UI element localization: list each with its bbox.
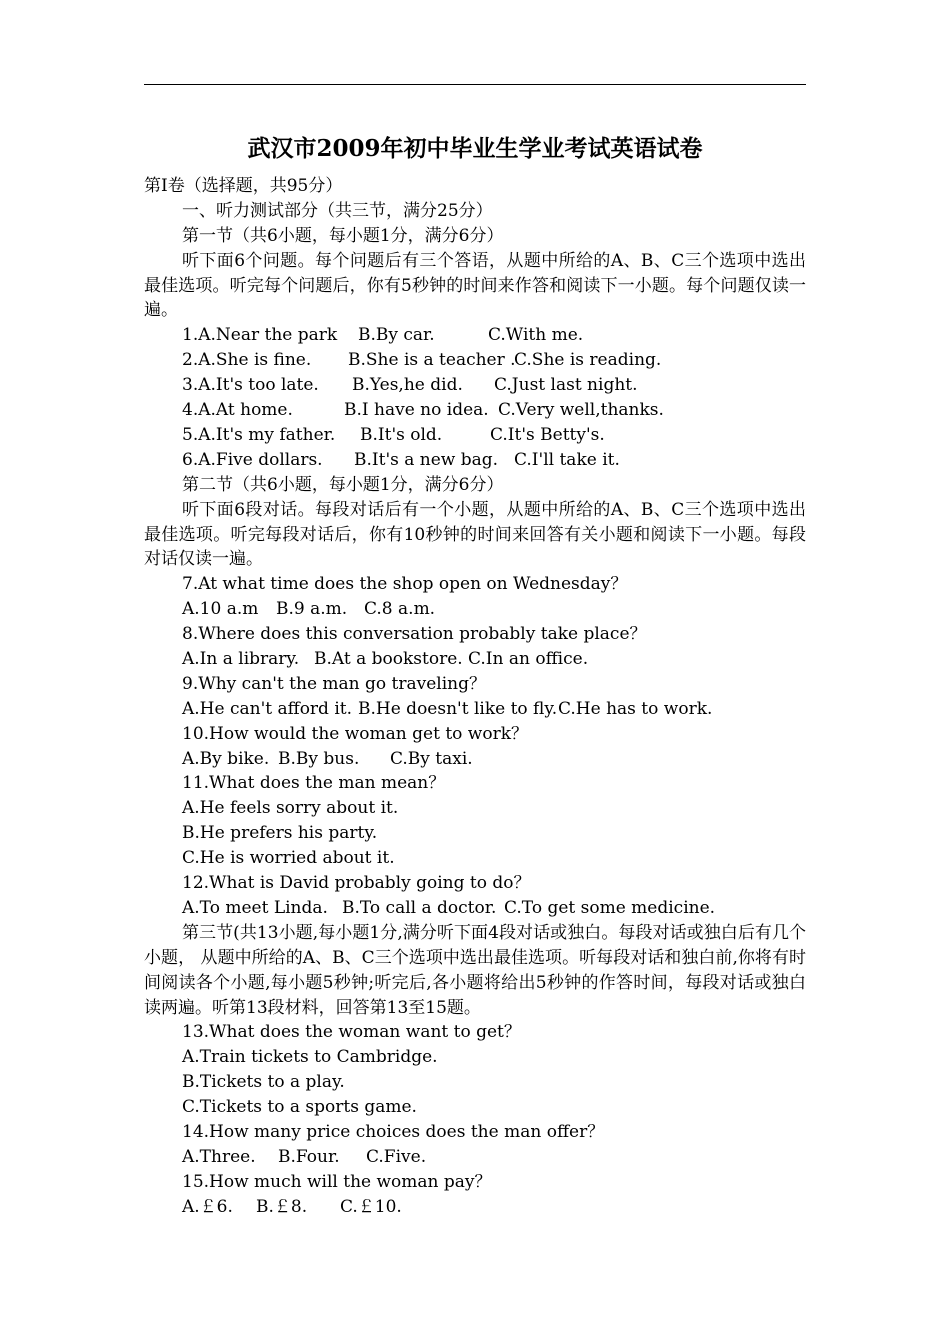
option-c: C.I'll take it. [514, 449, 620, 470]
section2-instructions: 听下面6段对话。每段对话后有一个小题，从题中所给的A、B、C三个选项中选出最佳选项。听完每段对话后，你有10秒钟的时间来回答有关小题和阅读下一小题。每段对话仅读一遍。 [144, 499, 806, 570]
option-a: 3.A.It's too late. [182, 375, 319, 396]
option-c: C.It's Betty's. [490, 424, 605, 445]
question-row [144, 373, 806, 398]
option-a: 4.A.At home. [182, 400, 293, 421]
options-row [144, 647, 806, 672]
option-a: A.He can't afford it. [182, 698, 353, 719]
option-c: C.Very well,thanks. [498, 400, 664, 421]
question-row [144, 398, 806, 423]
question-text: 9.Why can't the man go traveling？ [182, 673, 486, 694]
options-row [144, 697, 806, 722]
question-text: 8.Where does this conversation probably take place？ [182, 624, 647, 645]
option-a: A.To meet Linda. [182, 897, 328, 918]
question-text: 11.What does the man mean？ [182, 773, 446, 794]
section1-instructions: 听下面6个问题。每个问题后有三个答语，从题中所给的A、B、C三个选项中选出最佳选项。听完每个问题后，你有5秒钟的时间来作答和阅读下一小题。每个问题仅读一遍。 [144, 250, 806, 321]
question-row [144, 448, 806, 473]
option-c: C.To get some medicine. [504, 897, 716, 918]
option-a: 5.A.It's my father. [182, 424, 336, 445]
option-b: B.By bus. [278, 748, 360, 769]
option-a: A.By bike. [182, 748, 270, 769]
option-c: C.He is worried about it. [182, 848, 395, 869]
option-a: A.Three. [182, 1146, 256, 1167]
question-text: 10.How would the woman get to work？ [182, 723, 529, 744]
option-c: C.Tickets to a sports game. [182, 1097, 417, 1118]
volume-heading: 第Ⅰ卷（选择题，共95分） [144, 176, 343, 196]
part-heading: 一、听力测试部分（共三节，满分25分） [182, 200, 493, 221]
question-text: 12.What is David probably going to do？ [182, 873, 531, 894]
option-c: C.8 a.m. [364, 599, 436, 620]
option-c: C.￡10. [340, 1196, 402, 1217]
option-b: B.Tickets to a play. [182, 1072, 345, 1093]
option-c: C.He has to work. [558, 698, 713, 719]
option-a: A.In a library. [182, 649, 300, 670]
page-title: 武汉市2009年初中毕业生学业考试英语试卷 [247, 135, 703, 162]
option-c: C.Five. [366, 1146, 427, 1167]
option-b: B.To call a doctor. [342, 897, 497, 918]
option-b: B.Yes,he did. [352, 375, 463, 396]
option-c: C.In an office. [468, 649, 589, 670]
section2-heading: 第二节（共6小题，每小题1分，满分6分） [182, 474, 504, 495]
option-c: C.By taxi. [390, 748, 473, 769]
option-c: C.Just last night. [494, 375, 638, 396]
option-b: B.By car. [358, 325, 435, 346]
option-c: C.She is reading. [514, 350, 662, 371]
option-a: A.￡6. [182, 1196, 233, 1217]
option-b: B.It's old. [360, 424, 443, 445]
option-c: C.With me. [488, 325, 584, 346]
option-b: B.￡8. [256, 1196, 308, 1217]
option-b: B.9 a.m. [276, 599, 348, 620]
option-a: A.10 a.m [182, 599, 259, 620]
option-b: B.She is a teacher . [348, 350, 516, 371]
option-b: B.I have no idea. [344, 400, 489, 421]
question-row [144, 348, 806, 373]
question-row [144, 323, 806, 348]
option-a: 6.A.Five dollars. [182, 449, 323, 470]
question-text: 14.How many price choices does the man offer？ [182, 1122, 605, 1142]
section1-heading: 第一节（共6小题，每小题1分，满分6分） [182, 225, 504, 246]
option-a: 1.A.Near the park [182, 325, 338, 346]
question-text: 15.How much will the woman pay？ [182, 1171, 492, 1192]
option-b: B.It's a new bag. [354, 449, 499, 470]
option-a: A.Train tickets to Cambridge. [182, 1047, 438, 1068]
question-text: 13.What does the woman want to get？ [182, 1022, 521, 1043]
option-a: 2.A.She is fine. [182, 350, 312, 371]
option-b: B.He prefers his party. [182, 823, 378, 844]
header-rule [144, 84, 806, 85]
options-row [144, 1195, 806, 1220]
options-row [144, 896, 806, 921]
options-row [144, 747, 806, 772]
question-row [144, 423, 806, 448]
option-b: B.He doesn't like to fly. [358, 698, 558, 719]
option-b: B.Four. [278, 1146, 340, 1167]
exam-content [144, 174, 806, 1220]
options-row [144, 597, 806, 622]
section3-instructions: 第三节(共13小题,每小题1分,满分听下面4段对话或独白。每段对话或独白后有几个小题， 从题中所给的A、B、C三个选项中选出最佳选项。听每段对话和独白前,你将有时间阅读各个小题,每小题5秒钟;听完后,各小题将给出5秒钟的作答时间，每段对话或独白读两遍。听第13段材料，回答第13至15题。 [144, 922, 806, 1018]
options-row [144, 1145, 806, 1170]
option-b: B.At a bookstore. [314, 649, 463, 670]
option-a: A.He feels sorry about it. [182, 798, 399, 819]
question-text: 7.At what time does the shop open on Wednesday？ [182, 574, 628, 595]
